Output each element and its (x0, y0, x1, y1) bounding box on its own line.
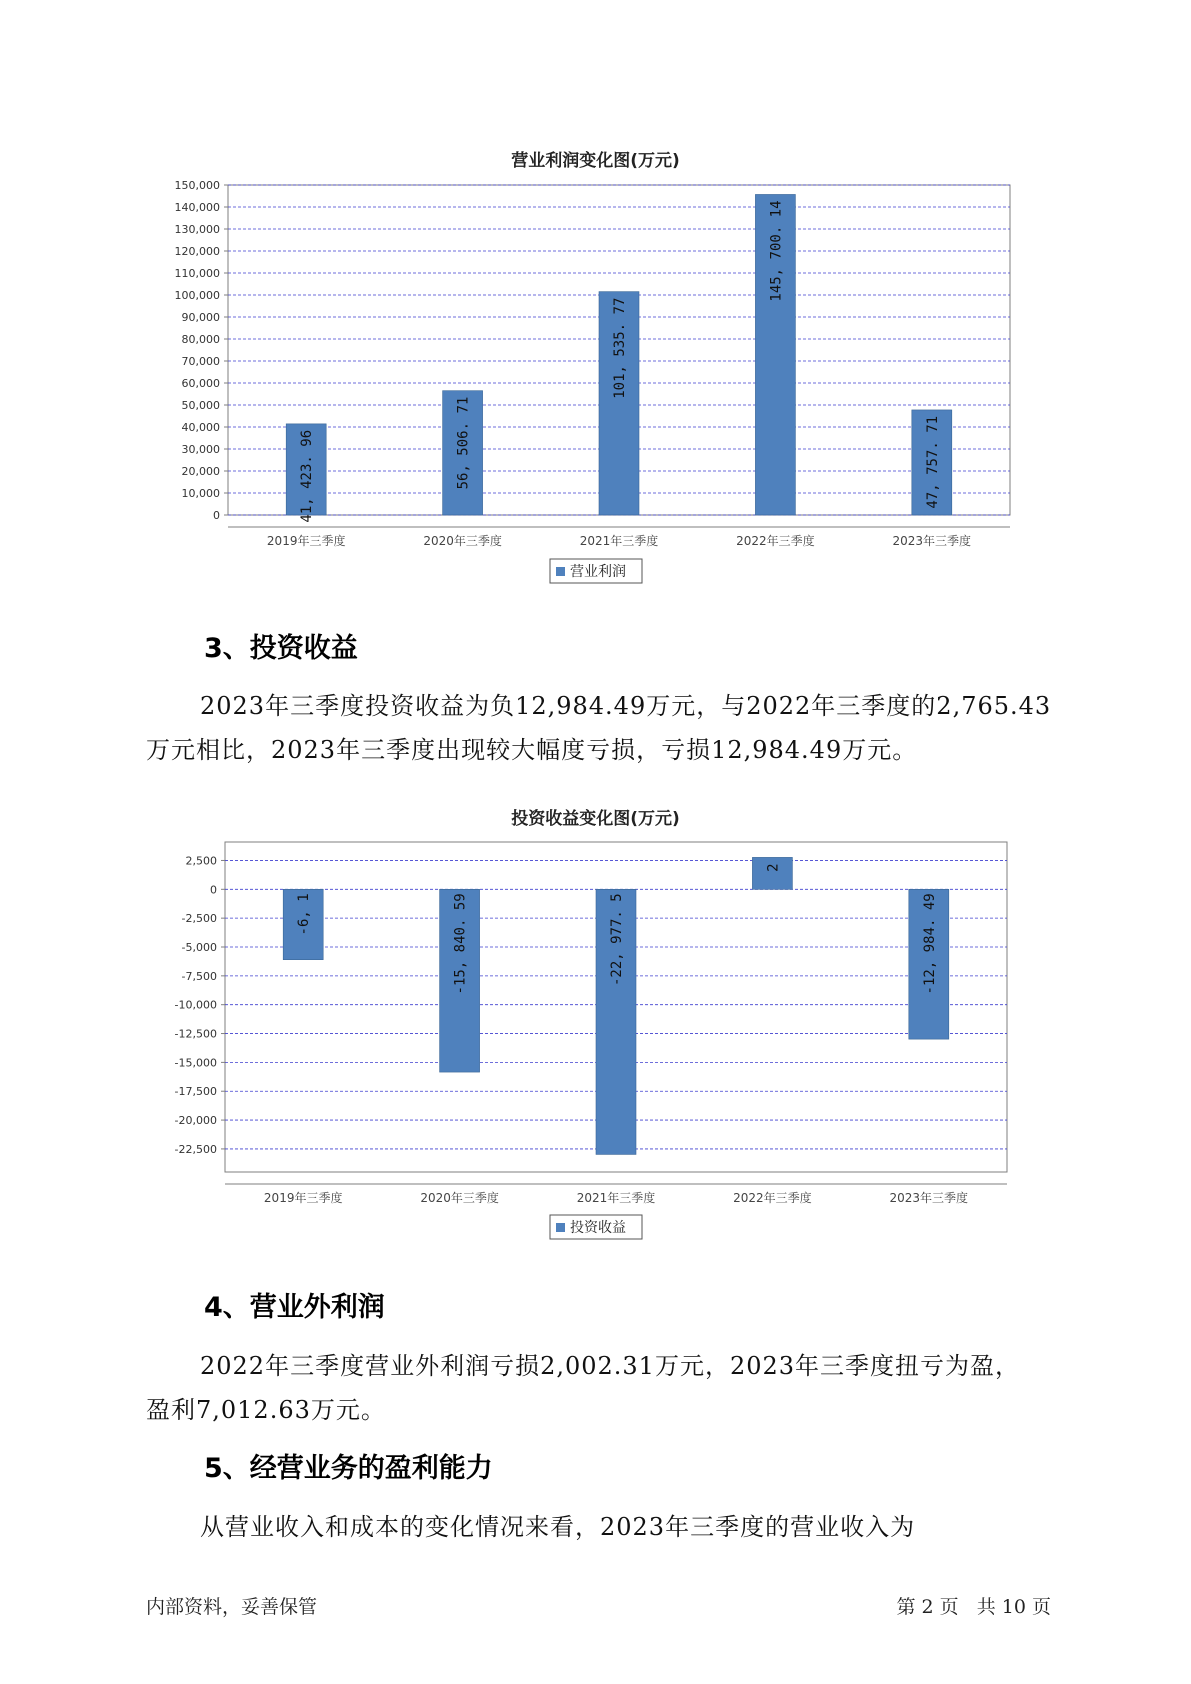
y-tick-label: -7,500 (181, 969, 217, 983)
section-heading-investment-income: 3、投资收益 (204, 633, 358, 664)
paragraph-line: 从营业收入和成本的变化情况来看，2023年三季度的营业收入为 (200, 1513, 916, 1541)
data-label: -15, 840. 59 (452, 893, 469, 995)
footer-confidential-note: 内部资料，妥善保管 (146, 1596, 318, 1618)
x-tick-label: 2020年三季度 (423, 534, 502, 548)
data-label: 2 (765, 863, 782, 872)
y-tick-label: 20,000 (181, 465, 220, 478)
chart-title-operating-profit: 营业利润变化图(万元) (511, 151, 680, 171)
y-tick-label: -5,000 (181, 941, 217, 954)
paragraph-line: 2023年三季度投资收益为负12,984.49万元，与2022年三季度的2,765.43 (200, 692, 1052, 720)
x-tick-label: 2020年三季度 (420, 1191, 499, 1205)
x-tick-label: 2019年三季度 (263, 1191, 343, 1205)
paragraph-investment-income (146, 684, 1076, 772)
x-tick-label: 2023年三季度 (892, 534, 972, 548)
y-tick-label: -10,000 (174, 998, 217, 1012)
x-tick-label: 2019年三季度 (266, 534, 346, 548)
x-tick-label: 2022年三季度 (733, 1191, 812, 1205)
x-tick-label: 2021年三季度 (579, 534, 659, 548)
data-label: 145, 700. 14 (768, 200, 785, 302)
y-tick-label: 140,000 (174, 201, 220, 214)
y-tick-label: -20,000 (174, 1114, 217, 1128)
y-tick-label: -17,500 (174, 1085, 217, 1099)
y-tick-label: 0 (213, 509, 220, 522)
y-tick-label: -12,500 (174, 1027, 217, 1041)
legend-label: 投资收益 (570, 1220, 626, 1236)
y-tick-label: 150,000 (174, 179, 220, 192)
y-tick-label: -2,500 (181, 912, 217, 926)
paragraph-non-operating-profit (146, 1344, 1076, 1432)
data-label: 56, 506. 71 (455, 396, 472, 490)
chart-title-investment-income: 投资收益变化图(万元) (511, 809, 680, 829)
data-label: 41, 423. 96 (299, 429, 316, 523)
data-label: 101, 535. 77 (612, 297, 628, 399)
legend-swatch (556, 1223, 565, 1232)
legend-label: 营业利润 (570, 564, 626, 580)
y-tick-label: 120,000 (174, 245, 220, 258)
paragraph-profitability (146, 1505, 1076, 1549)
footer-page-number: 第 2 页 共 10 页 (896, 1596, 1051, 1618)
y-tick-label: 50,000 (181, 399, 220, 412)
paragraph-line: 盈利7,012.63万元。 (146, 1396, 386, 1424)
y-tick-label: 0 (210, 883, 217, 897)
legend-swatch (556, 567, 565, 576)
x-tick-label: 2021年三季度 (576, 1191, 656, 1205)
y-tick-label: 10,000 (181, 487, 220, 500)
y-tick-label: 130,000 (174, 223, 220, 236)
x-tick-label: 2023年三季度 (889, 1191, 969, 1205)
x-tick-label: 2022年三季度 (736, 534, 815, 548)
data-label: -22, 977. 5 (609, 893, 625, 987)
y-tick-label: 70,000 (181, 355, 220, 368)
data-label: -12, 984. 49 (921, 893, 938, 995)
y-tick-label: 60,000 (181, 377, 220, 390)
chart-investment-income (0, 832, 1191, 1252)
data-label: 47, 757. 71 (924, 415, 941, 509)
y-tick-label: 2,500 (185, 854, 217, 868)
y-tick-label: 90,000 (181, 311, 220, 324)
section-heading-non-operating-profit: 4、营业外利润 (204, 1292, 385, 1323)
y-tick-label: 80,000 (181, 333, 220, 346)
bar (752, 857, 792, 889)
y-tick-label: 110,000 (174, 267, 220, 280)
data-label: -6, 1 (296, 893, 313, 936)
y-tick-label: 30,000 (181, 443, 220, 456)
chart-operating-profit (0, 175, 1191, 595)
y-tick-label: -15,000 (174, 1056, 217, 1070)
y-tick-label: 100,000 (174, 289, 220, 302)
y-tick-label: -22,500 (174, 1142, 217, 1156)
paragraph-line: 2022年三季度营业外利润亏损2,002.31万元，2023年三季度扭亏为盈， (200, 1352, 1021, 1380)
section-heading-profitability: 5、经营业务的盈利能力 (204, 1453, 493, 1484)
paragraph-line: 万元相比，2023年三季度出现较大幅度亏损，亏损12,984.49万元。 (146, 736, 918, 764)
y-tick-label: 40,000 (181, 421, 220, 434)
